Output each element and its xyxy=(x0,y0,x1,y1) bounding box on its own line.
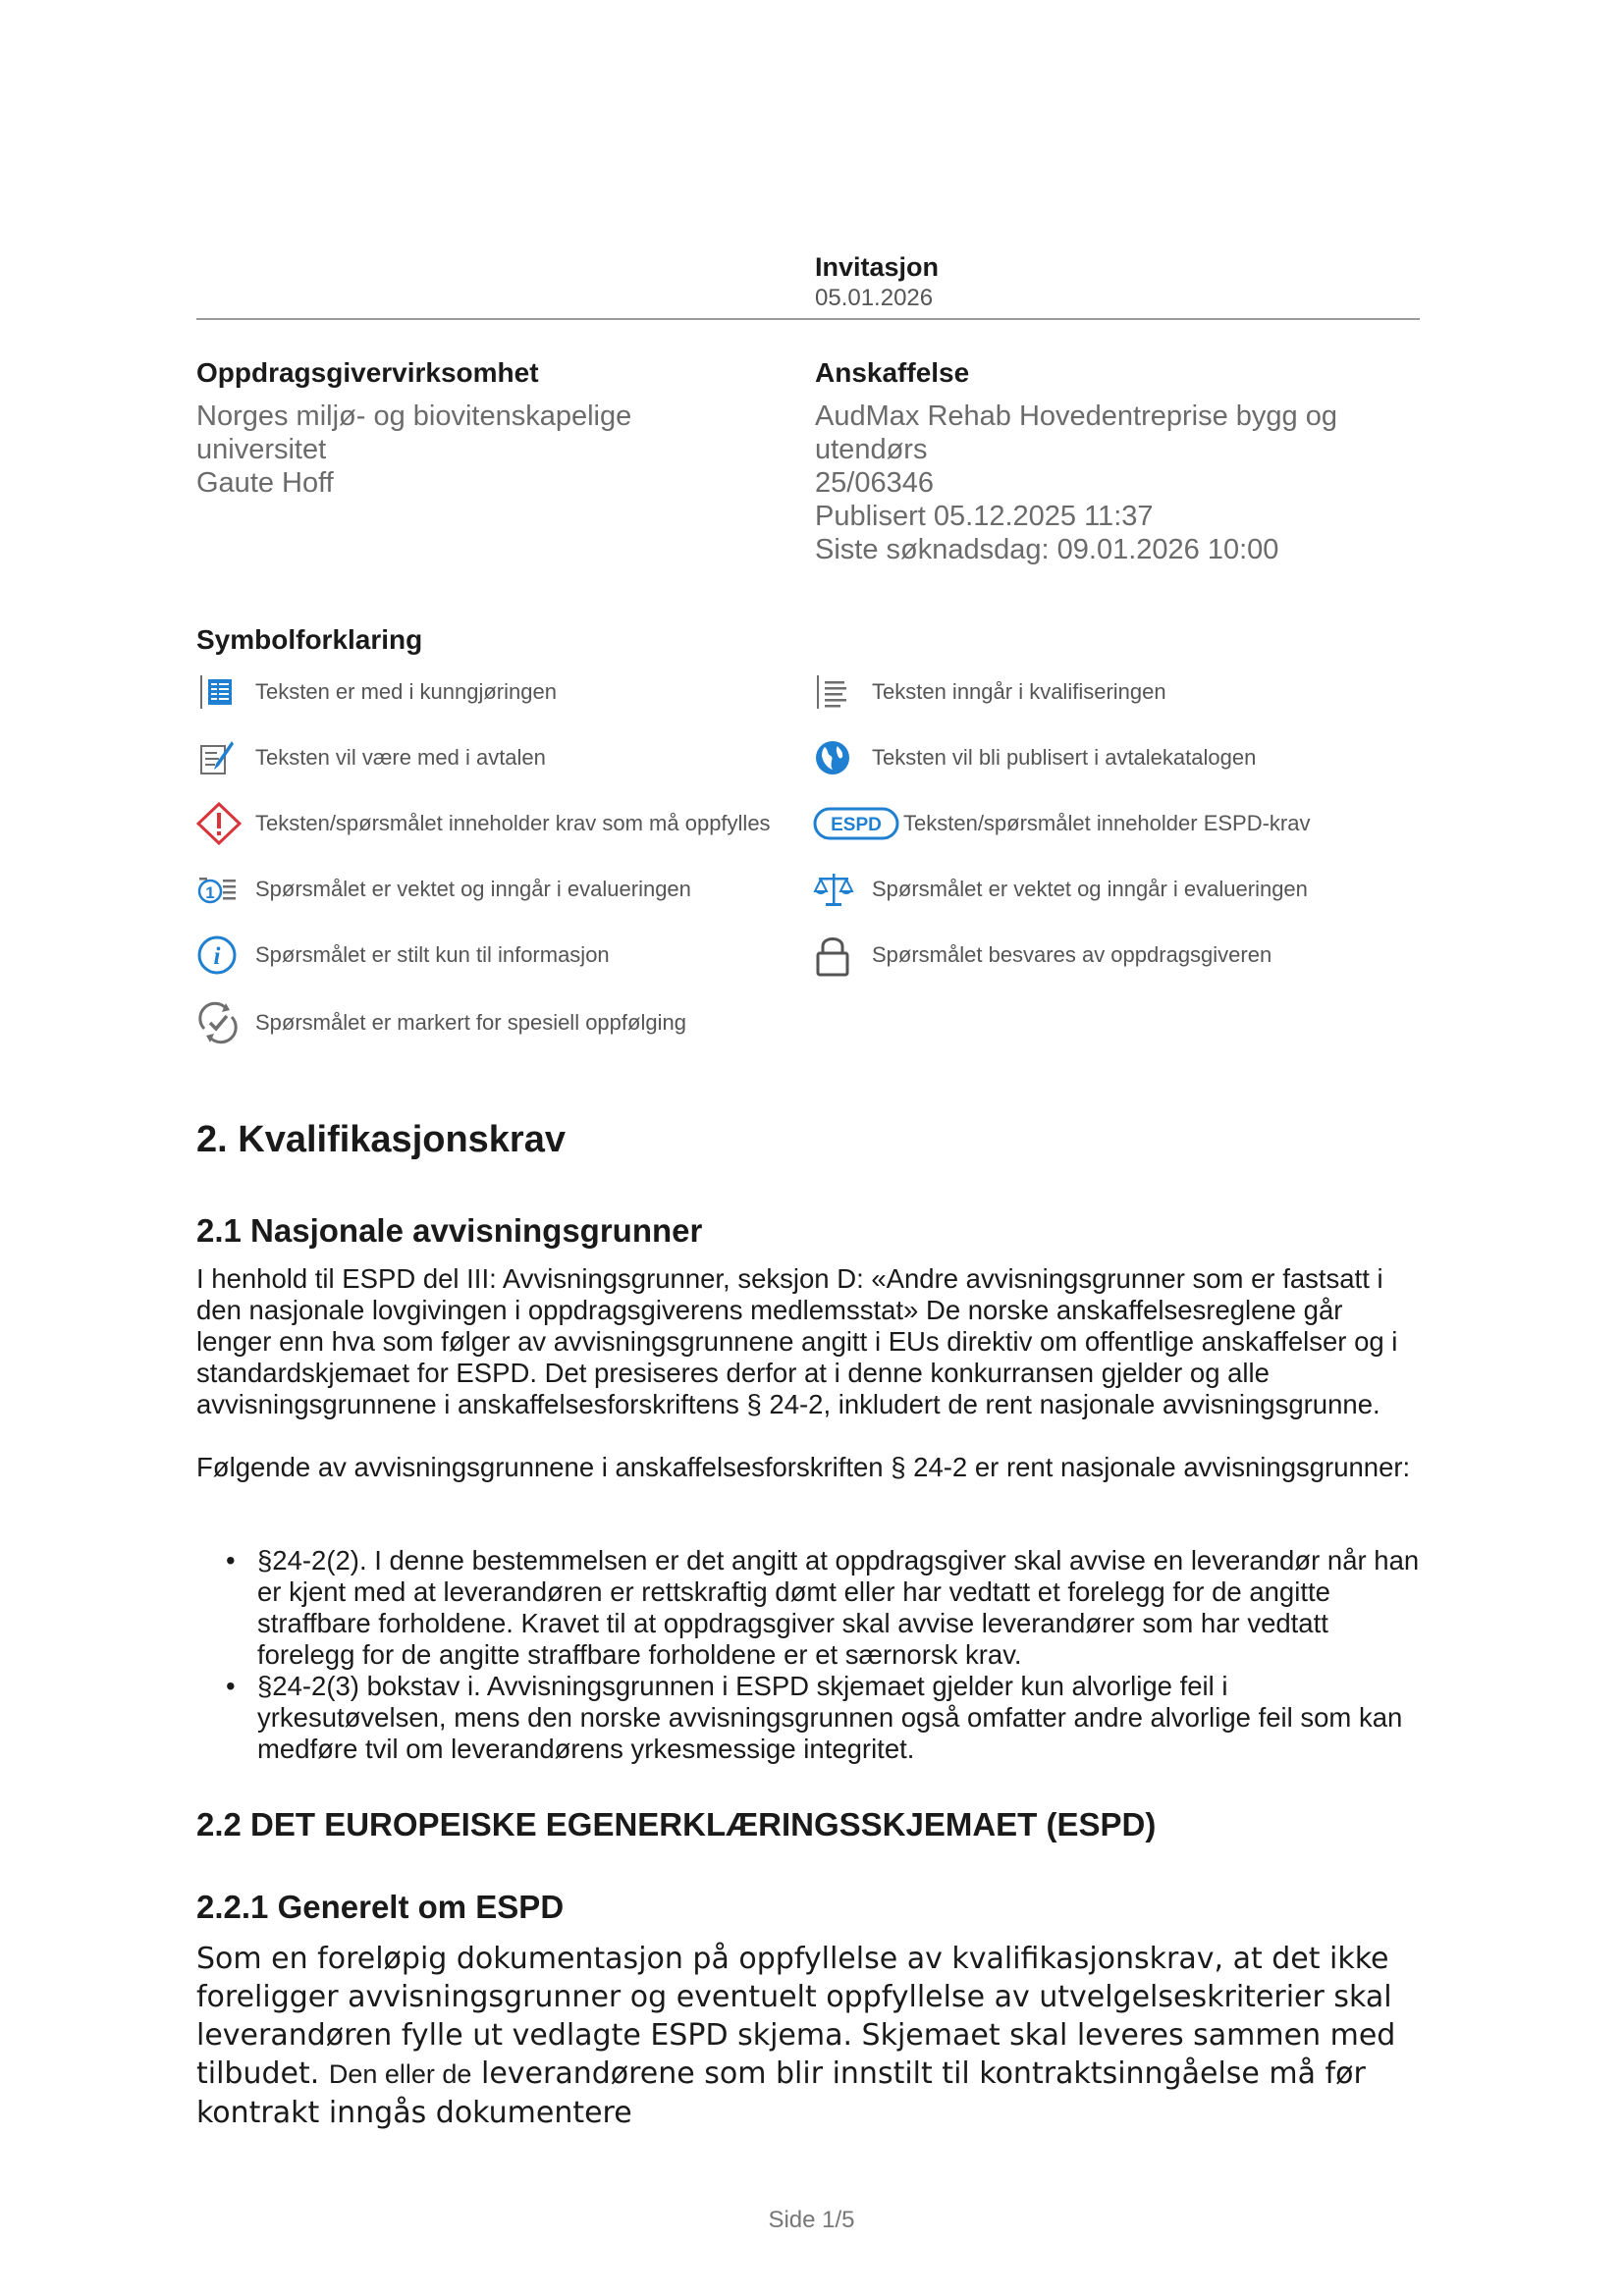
announcement-icon xyxy=(196,670,243,714)
legend-item-answered-by-client xyxy=(813,934,1271,977)
subsection-title: 2.2.1 Generelt om ESPD xyxy=(196,1889,565,1925)
client-details xyxy=(196,400,631,500)
legend-item-follow-up xyxy=(196,1001,686,1044)
qualification-list-icon xyxy=(813,670,860,714)
legend-text: Spørsmålet besvares av oppdragsgiveren xyxy=(872,942,1272,967)
follow-up-check-icon xyxy=(196,1001,243,1044)
legend-item-weighted-scales xyxy=(813,868,1308,911)
procurement-name-line1: AudMax Rehab Hovedentreprise bygg og xyxy=(815,400,1337,432)
legend-item-catalogue xyxy=(813,736,1256,779)
svg-text:i: i xyxy=(213,943,221,970)
weighted-numbered-list-icon xyxy=(196,868,243,911)
legend-text: Spørsmålet er markert for spesiell oppfølging xyxy=(255,1010,686,1035)
subsection-title: 2.1 Nasjonale avvisningsgrunner xyxy=(196,1212,703,1249)
espd-badge-icon xyxy=(813,802,901,845)
client-heading: Oppdragsgivervirksomhet xyxy=(196,357,539,388)
paragraph: I henhold til ESPD del III: Avvisningsgrunner, seksjon D: «Andre avvisningsgrunner som er fastsatt i den nasjonale lovgivingen i oppdragsgiverens medlemsstat» De norske anskaffelsesreglene går lenger enn hva som følger av avvisningsgrunnene angitt i EUs direktiv om offentlige anskaffelser og i standardskjemaet for ESPD. Det presiseres derfor at i denne konkurransen gjelder og alle avvisningsgrunnene i anskaffelsesforskriftens § 24-2, inkludert de rent nasjonale avvisningsgrunne. xyxy=(196,1263,1398,1419)
info-icon xyxy=(196,934,243,977)
paragraph: Følgende av avvisningsgrunnene i anskaffelsesforskriften § 24-2 er rent nasjonale avvisningsgrunner: xyxy=(196,1452,1411,1482)
page-number: Side 1/5 xyxy=(768,2207,855,2233)
scales-icon xyxy=(813,868,860,911)
bullet-list xyxy=(196,1545,1424,1765)
legend-text: Spørsmålet er stilt kun til informasjon xyxy=(255,942,610,967)
legend-text: Teksten vil bli publisert i avtalekatalogen xyxy=(872,745,1257,770)
warning-diamond-icon xyxy=(196,802,243,845)
legend-item-weighted xyxy=(196,868,691,911)
list-item: • §24-2(3) bokstav i. Avvisningsgrunnen i ESPD skjemaet gjelder kun alvorlige feil i yrkesutøvelsen, mens den norske avvisningsgrunnen også omfatter andre alvorlige feil som kan medføre tvil om leverandørens yrkesmessige integritet. xyxy=(226,1671,1403,1764)
legend-item-announcement xyxy=(196,670,557,714)
contract-pen-icon xyxy=(196,736,243,779)
legend-text: Teksten inngår i kvalifiseringen xyxy=(872,679,1166,704)
procurement-heading: Anskaffelse xyxy=(815,357,970,388)
legend-text: Teksten vil være med i avtalen xyxy=(255,745,546,770)
legend-text: Teksten er med i kunngjøringen xyxy=(255,679,557,704)
paragraph: Som en foreløpig dokumentasjon på oppfyllelse av kvalifikasjonskrav, at det ikke foreligger avvisningsgrunner og eventuelt oppfyllelse av utvelgelseskriterier skal leverandøren fylle ut vedlagte ESPD skjema. Skjemaet skal leveres sammen med tilbudet. Den eller de leverandørene som blir innstilt til kontraktsinngåelse må før kontrakt inngås dokumentere xyxy=(196,1942,1396,2130)
list-item: • §24-2(2). I denne bestemmelsen er det angitt at oppdragsgiver skal avvise en leverandør når han er kjent med at leverandøren er rettskraftig dømt eller har vedtatt et forelegg for de angitte straffbare forholdene. Kravet til at oppdragsgiver skal avvise leverandører som har vedtatt forelegg for de angitte straffbare forholdene er et særnorsk krav. xyxy=(226,1545,1420,1670)
legend-item-qualification xyxy=(813,670,1166,714)
legend-text: Teksten/spørsmålet inneholder ESPD-krav xyxy=(903,811,1311,835)
legend-text: Teksten/spørsmålet inneholder krav som må oppfylles xyxy=(255,811,771,835)
client-name-line1: Norges miljø- og biovitenskapelige xyxy=(196,400,632,432)
client-contact: Gaute Hoff xyxy=(196,467,334,499)
procurement-reference: 25/06346 xyxy=(815,467,934,499)
section-title: 2. Kvalifikasjonskrav xyxy=(196,1119,566,1160)
globe-icon xyxy=(813,736,860,779)
legend-text: Spørsmålet er vektet og inngår i evalueringen xyxy=(255,877,691,901)
client-name-line2: universitet xyxy=(196,434,327,465)
published-date: Publisert 05.12.2025 11:37 xyxy=(815,501,1154,532)
svg-text:1: 1 xyxy=(205,883,215,902)
application-deadline: Siste søknadsdag: 09.01.2026 10:00 xyxy=(815,534,1279,565)
subsection-title: 2.2 DET EUROPEISKE EGENERKLÆRINGSSKJEMAET (ESPD) xyxy=(196,1806,1157,1842)
procurement-name-line2: utendørs xyxy=(815,434,928,465)
legend-text: Spørsmålet er vektet og inngår i evalueringen xyxy=(872,877,1308,901)
document-date: 05.01.2026 xyxy=(815,285,934,311)
legend-title: Symbolforklaring xyxy=(196,624,423,655)
legend-item-mandatory xyxy=(196,802,771,845)
document-type: Invitasjon xyxy=(815,252,940,282)
header-divider xyxy=(196,318,1420,320)
legend-item-contract xyxy=(196,736,546,779)
legend-item-info xyxy=(196,934,610,977)
espd-badge-label: ESPD xyxy=(831,815,882,835)
lock-icon xyxy=(813,934,860,977)
legend-item-espd xyxy=(813,802,1311,845)
procurement-details xyxy=(815,400,1337,566)
